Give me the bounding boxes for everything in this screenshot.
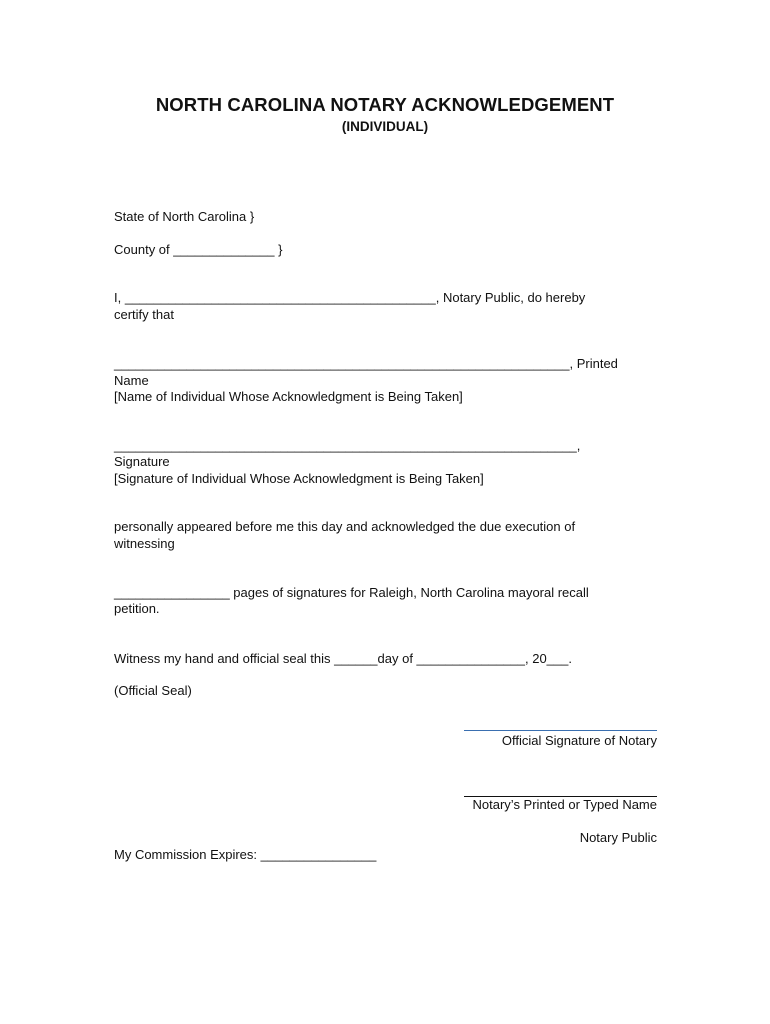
notary-public-label: Notary Public [579, 830, 657, 845]
printed-name-caption: [Name of Individual Whose Acknowledgment is Being Taken] [114, 389, 463, 404]
petition-text: petition. [114, 601, 160, 616]
official-signature-line [464, 730, 657, 731]
notary-printed-name-label: Notary’s Printed or Typed Name [472, 797, 657, 812]
official-signature-label: Official Signature of Notary [501, 733, 657, 748]
state-line: State of North Carolina } [114, 209, 255, 224]
signature-line: ________________________________________________________________, [114, 438, 581, 453]
witnessing-text: witnessing [114, 536, 175, 551]
document-subtitle: (INDIVIDUAL) [341, 119, 429, 134]
printed-name-label: Name [114, 373, 149, 388]
signature-caption: [Signature of Individual Whose Acknowledgment is Being Taken] [114, 471, 484, 486]
appeared-text: personally appeared before me this day and acknowledged the due execution of [114, 519, 576, 534]
commission-expires-line: My Commission Expires: ________________ [114, 847, 377, 862]
printed-name-line: _______________________________________________________________, Printed [114, 356, 618, 371]
signature-label: Signature [114, 454, 170, 469]
certify-text: certify that [114, 307, 174, 322]
county-line: County of ______________ } [114, 242, 283, 257]
pages-line: ________________ pages of signatures for Raleigh, North Carolina mayoral recall [114, 585, 589, 600]
official-seal-text: (Official Seal) [114, 683, 192, 698]
document-title: NORTH CAROLINA NOTARY ACKNOWLEDGEMENT [155, 94, 615, 115]
notary-name-line: I, ___________________________________________, Notary Public, do hereby [114, 290, 586, 305]
witness-line: Witness my hand and official seal this ______day of _______________, 20___. [114, 651, 572, 666]
